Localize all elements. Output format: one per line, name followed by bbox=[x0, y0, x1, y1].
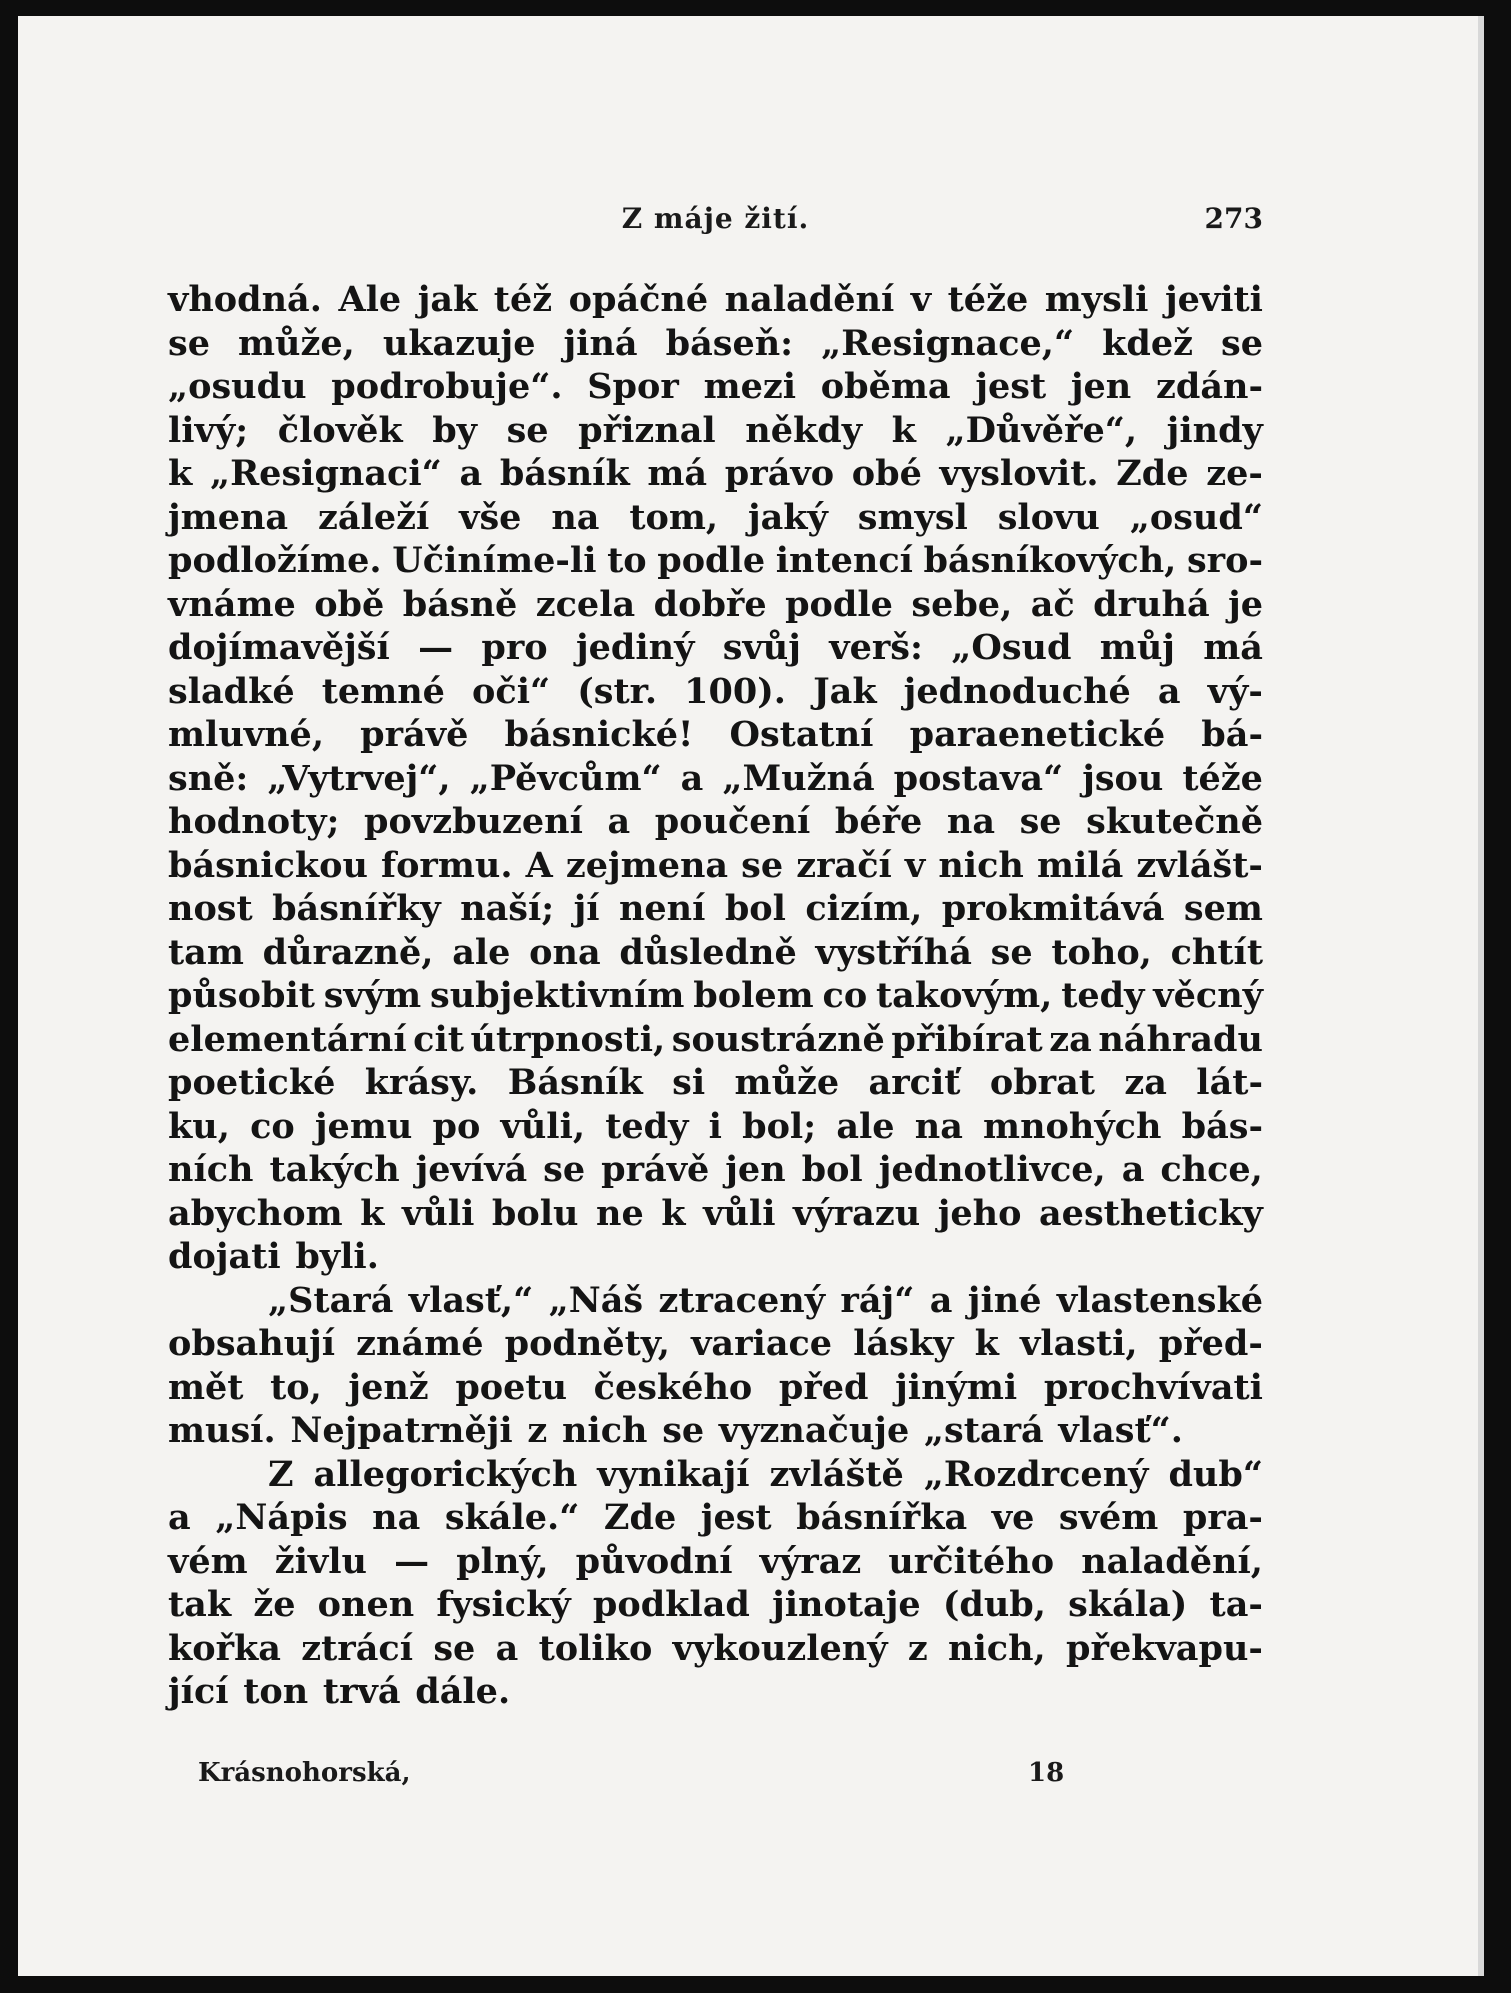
text-line: ních takých jevívá se právě jen bol jednotlivce, a chce, bbox=[168, 1149, 1263, 1190]
text-line: hodnoty; povzbuzení a poučení béře na se skutečně bbox=[168, 801, 1263, 842]
text-line: musí. Nejpatrněji z nich se vyznačuje „stará vlasť“. bbox=[168, 1410, 1183, 1451]
page-header bbox=[168, 202, 1263, 242]
text-line: „Stará vlasť,“ „Náš ztracený ráj“ a jiné vlastenské bbox=[268, 1279, 1263, 1321]
text-line: dojati byli. bbox=[168, 1236, 379, 1277]
text-line: tam důrazně, ale ona důsledně vystříhá se toho, chtít bbox=[168, 931, 1263, 973]
text-line: obsahují známé podněty, variace lásky k vlasti, před- bbox=[168, 1323, 1263, 1364]
text-line: vém živlu — plný, původní výraz určitého naladění, bbox=[168, 1540, 1263, 1582]
text-line: ku, co jemu po vůli, tedy i bol; ale na mnohých bás- bbox=[168, 1105, 1263, 1147]
body-text bbox=[168, 278, 1263, 1714]
text-line: tak že onen fysický podklad jinotaje (dub, skála) ta- bbox=[168, 1584, 1263, 1625]
text-line: se může, ukazuje jiná báseň: „Resignace,“ kdež se bbox=[168, 322, 1263, 364]
text-line: básnickou formu. A zejmena se zračí v nich milá zvlášt- bbox=[168, 844, 1263, 886]
text-line: „osudu podrobuje“. Spor mezi oběma jest jen zdán- bbox=[168, 366, 1263, 407]
text-line: abychom k vůli bolu ne k vůli výrazu jeho aestheticky bbox=[168, 1192, 1263, 1234]
text-line: vnáme obě básně zcela dobře podle sebe, ač druhá je bbox=[168, 583, 1263, 625]
text-line: jící ton trvá dále. bbox=[168, 1671, 511, 1712]
text-line: sně: „Vytrvej“, „Pěvcům“ a „Mužná postava“ jsou téže bbox=[168, 757, 1263, 799]
text-line: elementární cit útrpnosti, soustrázně přibírat za náhradu bbox=[168, 1018, 1263, 1060]
text-line: k „Resignaci“ a básník má právo obé vyslovit. Zde ze- bbox=[168, 453, 1263, 494]
text-line: livý; člověk by se přiznal někdy k „Důvěře“, jindy bbox=[168, 409, 1263, 451]
text-line: působit svým subjektivním bolem co takovým, tedy věcný bbox=[168, 975, 1263, 1016]
text-line: sladké temné oči“ (str. 100). Jak jednoduché a vý- bbox=[168, 670, 1263, 712]
text-line: Z allegorických vynikají zvláště „Rozdrcený dub“ bbox=[268, 1453, 1263, 1495]
signature-mark: Krásnohorská, bbox=[198, 1758, 411, 1788]
paragraph bbox=[168, 278, 1263, 1279]
text-line: poetické krásy. Básník si může arciť obrat za lát- bbox=[168, 1062, 1263, 1103]
sheet-number: 18 bbox=[1028, 1758, 1065, 1788]
running-title: Z máje žití. bbox=[621, 202, 810, 235]
text-line: kořka ztrácí se a toliko vykouzlený z nich, překvapu- bbox=[168, 1627, 1263, 1669]
text-line: jmena záleží vše na tom, jaký smysl slovu „osud“ bbox=[168, 496, 1263, 538]
text-line: podložíme. Učiníme-li to podle intencí básníkových, sro- bbox=[168, 540, 1263, 581]
text-line: mět to, jenž poetu českého před jinými prochvívati bbox=[168, 1366, 1263, 1408]
text-line: nost básnířky naší; jí není bol cizím, prokmitává sem bbox=[168, 888, 1263, 929]
text-line: mluvné, právě básnické! Ostatní paraenetické bá- bbox=[168, 714, 1263, 755]
book-page bbox=[18, 16, 1484, 1976]
paragraph bbox=[168, 1453, 1263, 1714]
paragraph bbox=[168, 1279, 1263, 1453]
text-line: a „Nápis na skále.“ Zde jest básnířka ve svém pra- bbox=[168, 1497, 1263, 1538]
page-number: 273 bbox=[1204, 202, 1263, 235]
text-line: dojímavější — pro jediný svůj verš: „Osud můj má bbox=[168, 627, 1263, 668]
text-line: vhodná. Ale jak též opáčné naladění v téže mysli jeviti bbox=[168, 279, 1263, 320]
